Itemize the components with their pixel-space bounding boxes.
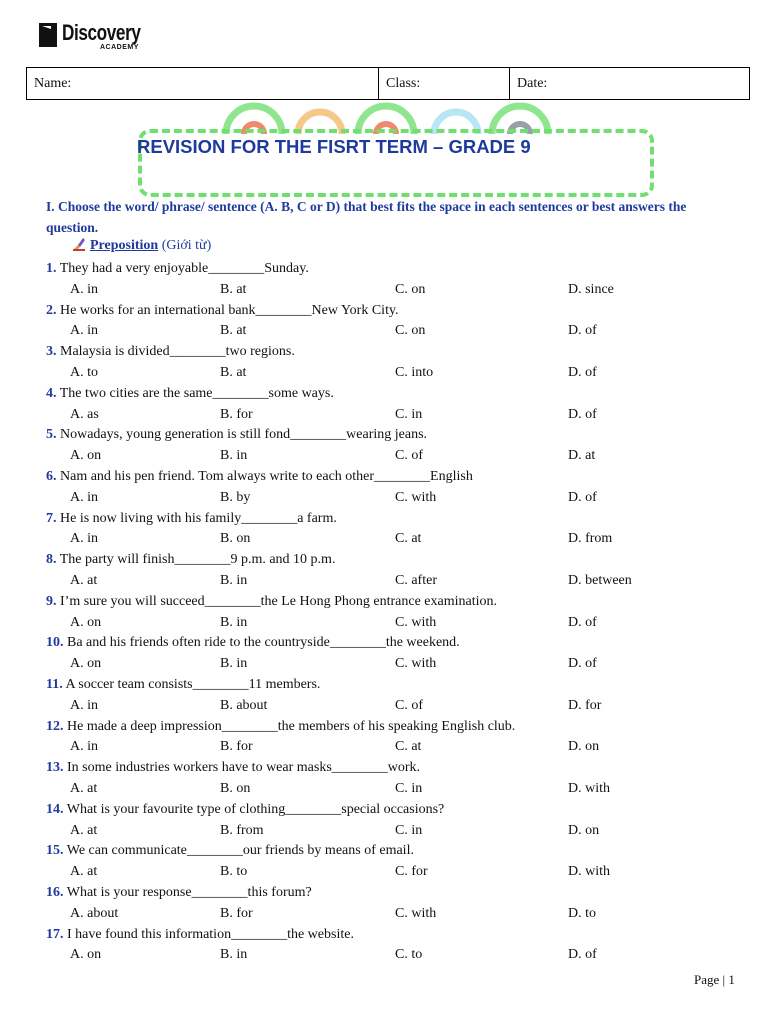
question-number: 10. (46, 635, 64, 651)
option-a[interactable]: A. on (70, 947, 102, 963)
answer-options (0, 861, 768, 882)
option-a[interactable]: A. at (70, 864, 98, 880)
answer-options (0, 944, 768, 965)
option-b[interactable]: B. on (220, 781, 251, 796)
option-b[interactable]: B. on (220, 531, 251, 547)
question-text: What is your response________this forum? (66, 885, 312, 900)
option-c[interactable]: C. at (395, 531, 422, 547)
option-a[interactable]: A. on (70, 614, 102, 630)
option-d[interactable]: D. of (568, 489, 597, 505)
question-text: Nam and his pen friend. Tom always write to each other________English (60, 469, 473, 484)
option-c[interactable]: C. in (395, 822, 423, 838)
answer-options (0, 903, 768, 924)
option-a[interactable]: A. in (70, 489, 98, 505)
option-c[interactable]: C. into (395, 365, 434, 380)
answer-options (0, 279, 768, 300)
student-info-table (26, 67, 750, 100)
question-text: He is now living with his family________a farm. (60, 510, 337, 526)
answer-options (0, 778, 768, 799)
question (46, 341, 746, 362)
option-a[interactable]: A. about (70, 905, 119, 921)
option-c[interactable]: C. in (395, 781, 423, 796)
answer-options (0, 362, 768, 383)
question-number: 13. (46, 760, 64, 776)
door-logo-icon (38, 22, 60, 48)
question-number: 6. (46, 469, 57, 484)
question-number: 1. (46, 261, 57, 276)
question (46, 674, 746, 695)
option-a[interactable]: A. in (70, 281, 98, 297)
question-number: 5. (46, 427, 57, 443)
answer-options (0, 612, 768, 633)
option-b[interactable]: B. for (220, 406, 253, 422)
question-text: In some industries workers have to wear masks________work. (67, 760, 421, 776)
question-number: 11. (46, 677, 63, 692)
question-number: 17. (46, 926, 64, 942)
option-a[interactable]: A. in (70, 697, 98, 713)
option-a[interactable]: A. at (70, 781, 98, 796)
option-a[interactable]: A. in (70, 323, 98, 339)
question-number: 15. (46, 843, 64, 859)
option-c[interactable]: C. after (395, 573, 437, 588)
question-text: A soccer team consists________11 members. (65, 677, 321, 692)
option-d[interactable]: D. of (568, 614, 597, 630)
discovery-academy-logo (38, 20, 158, 54)
logo-subtext: ACADEMY (100, 44, 139, 51)
question-text: He made a deep impression________the members of his speaking English club. (67, 718, 516, 734)
question (46, 716, 746, 737)
option-c[interactable]: C. at (395, 739, 422, 755)
option-b[interactable]: B. about (220, 697, 268, 713)
answer-options (0, 404, 768, 425)
option-c[interactable]: C. to (395, 947, 423, 963)
question (46, 466, 746, 487)
question (46, 424, 746, 445)
option-b[interactable]: B. at (220, 323, 247, 339)
option-c[interactable]: C. on (395, 323, 426, 339)
option-d[interactable]: D. at (568, 448, 596, 464)
option-c[interactable]: C. on (395, 281, 426, 297)
option-a[interactable]: A. as (70, 406, 99, 422)
option-b[interactable]: B. in (220, 614, 248, 630)
question-text: Nowadays, young generation is still fond________wearing jeans. (60, 427, 428, 443)
question (46, 549, 746, 570)
answer-options (0, 528, 768, 549)
option-b[interactable]: B. for (220, 905, 253, 921)
option-b[interactable]: B. for (220, 739, 253, 755)
question (46, 840, 746, 861)
answer-options (0, 820, 768, 841)
question-text: I have found this information________the website. (67, 926, 354, 942)
option-d[interactable]: D. from (568, 531, 613, 547)
logo-text: Discovery (62, 20, 141, 45)
question-number: 16. (46, 885, 64, 900)
question (46, 258, 746, 279)
subsection-heading (72, 237, 211, 254)
option-d[interactable]: D. with (568, 864, 610, 880)
answer-options (0, 487, 768, 508)
question (46, 882, 746, 903)
option-b[interactable]: B. by (220, 489, 251, 505)
option-d[interactable]: D. of (568, 947, 597, 963)
answer-options (0, 570, 768, 591)
option-c[interactable]: C. with (395, 656, 437, 672)
option-c[interactable]: C. with (395, 614, 437, 630)
question (46, 632, 746, 653)
option-b[interactable]: B. to (220, 864, 248, 880)
pencil-bullet-icon (72, 237, 86, 251)
option-d[interactable]: D. between (568, 573, 632, 588)
question (46, 383, 746, 404)
option-a[interactable]: A. to (70, 365, 98, 380)
class-field[interactable]: Class: (379, 68, 510, 100)
question-number: 14. (46, 801, 64, 817)
option-b[interactable]: B. in (220, 573, 248, 588)
answer-options (0, 653, 768, 674)
answer-options (0, 695, 768, 716)
question-number: 12. (46, 718, 64, 734)
option-d[interactable]: D. on (568, 822, 600, 838)
question-text: The party will finish________9 p.m. and 10 p.m. (59, 552, 336, 568)
question-text: We can communicate________our friends by means of email. (66, 843, 414, 859)
option-c[interactable]: C. in (395, 406, 423, 422)
question-number: 4. (46, 385, 57, 401)
question (46, 300, 746, 321)
question-text: What is your favourite type of clothing________special occasions? (66, 801, 445, 817)
option-b[interactable]: B. in (220, 448, 248, 464)
option-b[interactable]: B. at (220, 365, 247, 380)
option-a[interactable]: A. at (70, 822, 98, 838)
name-field[interactable]: Name: (27, 68, 379, 100)
option-d[interactable]: D. of (568, 656, 597, 672)
question-number: 8. (46, 552, 57, 568)
subsection-label: Preposition (90, 238, 159, 253)
option-c[interactable]: C. of (395, 448, 423, 464)
option-d[interactable]: D. with (568, 781, 610, 796)
option-d[interactable]: D. for (568, 697, 602, 713)
question (46, 591, 746, 612)
question-number: 3. (46, 344, 57, 360)
option-d[interactable]: D. since (568, 281, 614, 297)
option-b[interactable]: B. in (220, 656, 248, 672)
option-c[interactable]: C. for (395, 864, 428, 880)
option-d[interactable]: D. on (568, 739, 600, 755)
section-instruction: I. Choose the word/ phrase/ sentence (A. B, C or D) that best fits the space in each sentences or best answers the question. (46, 199, 687, 235)
option-b[interactable]: B. from (220, 822, 264, 838)
question-text: They had a very enjoyable________Sunday. (59, 261, 309, 276)
page-number: Page | 1 (694, 972, 735, 987)
question-number: 7. (46, 510, 57, 526)
option-d[interactable]: D. of (568, 323, 597, 339)
option-b[interactable]: B. in (220, 947, 248, 963)
question (46, 508, 746, 529)
question (46, 799, 746, 820)
answer-options (0, 736, 768, 757)
option-c[interactable]: C. with (395, 489, 437, 505)
option-a[interactable]: A. in (70, 531, 98, 547)
answer-options (0, 445, 768, 466)
option-c[interactable]: C. with (395, 905, 437, 921)
option-c[interactable]: C. of (395, 697, 423, 713)
option-a[interactable]: A. on (70, 656, 102, 672)
option-d[interactable]: D. of (568, 406, 597, 422)
option-a[interactable]: A. at (70, 573, 98, 588)
option-a[interactable]: A. in (70, 739, 98, 755)
subsection-note: (Giới từ) (161, 238, 212, 253)
question-text: He works for an international bank________New York City. (60, 302, 399, 318)
question-text: Ba and his friends often ride to the countryside________the weekend. (67, 635, 460, 651)
option-d[interactable]: D. to (568, 905, 596, 921)
page-title: REVISION FOR THE FISRT TERM – GRADE 9 (137, 136, 531, 157)
question-text: The two cities are the same________some ways. (59, 385, 334, 401)
answer-options (0, 320, 768, 341)
question (46, 924, 746, 945)
option-b[interactable]: B. at (220, 281, 247, 297)
date-field[interactable]: Date: (510, 68, 750, 100)
question-number: 2. (46, 302, 57, 318)
question (46, 757, 746, 778)
option-a[interactable]: A. on (70, 448, 102, 464)
question-text: Malaysia is divided________two regions. (60, 344, 295, 360)
question-text: I’m sure you will succeed________the Le Hong Phong entrance examination. (60, 593, 497, 609)
question-number: 9. (46, 593, 57, 609)
option-d[interactable]: D. of (568, 365, 597, 380)
